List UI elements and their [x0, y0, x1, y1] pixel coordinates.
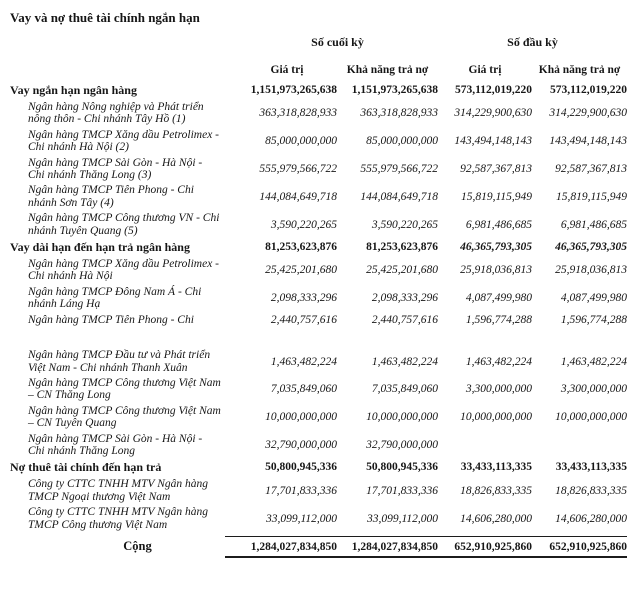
cell-value: 4,087,499,980 [560, 292, 627, 305]
cell-value: 2,440,757,616 [270, 313, 337, 326]
cell-value: 363,318,828,933 [360, 107, 438, 120]
cell-value: 6,981,486,685 [465, 218, 532, 231]
cell-value: 25,425,201,680 [265, 264, 337, 277]
cell-value: 573,112,019,220 [550, 84, 627, 96]
column-header-value-begin: Giá trị [468, 64, 502, 76]
cell-value: 1,284,027,834,850 [351, 540, 438, 553]
cell-value: 25,918,036,813 [460, 264, 532, 277]
row-label: Ngân hàng TMCP Xăng dầu Petrolimex - Chi nhánh Hà Nội (2) [28, 128, 220, 154]
column-header-repay-begin: Khả năng trả nợ [538, 64, 621, 76]
cell-value: 3,300,000,000 [465, 383, 532, 396]
cell-value: 144,084,649,718 [259, 190, 337, 203]
table-row [0, 157, 640, 182]
cell-value: 18,826,833,335 [555, 484, 627, 497]
cell-value: 50,800,945,336 [265, 461, 337, 474]
cell-value: 7,035,849,060 [371, 383, 438, 396]
cell-value: 555,979,566,722 [259, 163, 337, 176]
cell-value: 2,098,333,296 [371, 292, 438, 305]
cell-value: 314,229,900,630 [454, 107, 532, 120]
cell-value: 652,910,925,860 [549, 540, 627, 553]
row-label: Cộng [123, 539, 152, 554]
row-label: Công ty CTTC TNHH MTV Ngân hàng TMCP Công thương Việt Nam [28, 506, 208, 531]
cell-value: 2,440,757,616 [371, 313, 438, 326]
cell-value: 92,587,367,813 [460, 163, 532, 176]
cell-value: 1,596,774,288 [465, 313, 532, 326]
cell-value: 10,000,000,000 [555, 411, 627, 424]
cell-value: 1,284,027,834,850 [250, 540, 337, 553]
cell-value: 1,151,973,265,638 [250, 84, 337, 96]
period-begin-header: Số đầu kỳ [507, 35, 558, 49]
row-label: Ngân hàng TMCP Xăng dầu Petrolimex - Chi nhánh Hà Nội [28, 258, 220, 283]
column-header-value-end: Giá trị [270, 64, 304, 76]
row-label: Ngân hàng TMCP Sài Gòn - Hà Nội - Chi nhánh Thăng Long [28, 432, 203, 457]
cell-value: 10,000,000,000 [460, 411, 532, 424]
cell-value: 14,606,280,000 [460, 512, 532, 525]
cell-value: 6,981,486,685 [560, 218, 627, 231]
cell-value: 1,463,482,224 [270, 355, 337, 368]
cell-value: 85,000,000,000 [265, 135, 337, 148]
table-row [0, 240, 640, 254]
table-row [0, 536, 640, 558]
table-row [0, 460, 640, 474]
cell-value: 46,365,793,305 [460, 241, 532, 254]
table-row [0, 433, 640, 458]
cell-value: 1,463,482,224 [560, 355, 627, 368]
cell-value: 314,229,900,630 [549, 107, 627, 120]
cell-value: 143,494,148,143 [549, 135, 627, 148]
cell-value: 363,318,828,933 [259, 107, 337, 120]
cell-value: 32,790,000,000 [366, 438, 438, 451]
cell-value: 15,819,115,949 [555, 190, 627, 203]
column-header-repay-end: Khả năng trả nợ [346, 64, 429, 76]
row-label: Ngân hàng TMCP Công thương Việt Nam – CN Thăng Long [28, 376, 221, 402]
period-end-header: Số cuối kỳ [311, 35, 364, 49]
cell-value: 144,084,649,718 [360, 190, 438, 203]
row-label: Vay dài hạn đến hạn trả ngân hàng [10, 240, 190, 255]
cell-value: 143,494,148,143 [454, 135, 532, 148]
row-label: Ngân hàng Nông nghiệp và Phát triển nông thôn - Chi nhánh Tây Hồ (1) [28, 101, 204, 126]
cell-value: 81,253,623,876 [366, 241, 438, 254]
cell-value: 32,790,000,000 [265, 438, 337, 451]
cell-value: 81,253,623,876 [265, 241, 337, 254]
cell-value: 652,910,925,860 [454, 540, 532, 553]
cell-value: 1,463,482,224 [465, 355, 532, 368]
cell-value: 1,596,774,288 [560, 313, 627, 326]
row-label: Công ty CTTC TNHH MTV Ngân hàng TMCP Ngoại thương Việt Nam [28, 478, 208, 503]
cell-value: 10,000,000,000 [265, 411, 337, 424]
table-row [0, 184, 640, 209]
cell-value: 14,606,280,000 [555, 512, 627, 525]
cell-value: 50,800,945,336 [366, 461, 438, 474]
cell-value: 33,099,112,000 [265, 512, 337, 525]
cell-value: 4,087,499,980 [465, 292, 532, 305]
table-row [0, 212, 640, 237]
total-rule-box [225, 536, 627, 558]
cell-value: 33,099,112,000 [366, 512, 438, 525]
table-row [0, 405, 640, 430]
row-label: Ngân hàng TMCP Công thương Việt Nam – CN Tuyên Quang [28, 404, 221, 430]
cell-value: 46,365,793,305 [555, 241, 627, 254]
cell-value: 92,587,367,813 [555, 163, 627, 176]
column-header-row [237, 64, 640, 76]
row-label: Nợ thuê tài chính đến hạn trả [10, 460, 162, 475]
cell-value: 33,433,113,335 [555, 461, 627, 474]
row-label: Ngân hàng TMCP Tiên Phong - Chi nhánh Sơn Tây (4) [28, 184, 194, 209]
cell-value: 17,701,833,336 [366, 484, 438, 497]
cell-value: 1,151,973,265,638 [351, 84, 438, 96]
cell-value: 18,826,833,335 [460, 484, 532, 497]
row-label: Ngân hàng TMCP Đông Nam Á - Chi nhánh Láng Hạ [28, 285, 202, 311]
cell-value: 2,098,333,296 [270, 292, 337, 305]
cell-value: 555,979,566,722 [360, 163, 438, 176]
row-label: Vay ngắn hạn ngân hàng [10, 83, 137, 97]
row-label: Ngân hàng TMCP Sài Gòn - Hà Nội - Chi nhánh Thăng Long (3) [28, 156, 203, 182]
cell-value: 3,590,220,265 [371, 218, 438, 231]
cell-value: 85,000,000,000 [366, 135, 438, 148]
cell-value: 1,463,482,224 [371, 355, 438, 368]
cell-value: 17,701,833,336 [265, 484, 337, 497]
table-row [0, 129, 640, 154]
table-row [0, 506, 640, 531]
cell-value: 573,112,019,220 [455, 84, 532, 96]
cell-value: 25,425,201,680 [366, 264, 438, 277]
row-label: Ngân hàng TMCP Tiên Phong - Chi [28, 313, 194, 326]
cell-value: 25,918,036,813 [555, 264, 627, 277]
cell-value: 3,300,000,000 [560, 383, 627, 396]
cell-value: 7,035,849,060 [270, 383, 337, 396]
table-row [0, 314, 640, 326]
table-row [0, 349, 640, 374]
table-body [0, 83, 640, 558]
page-title: Vay và nợ thuê tài chính ngắn hạn [10, 10, 200, 25]
row-label: Ngân hàng TMCP Công thương VN - Chi nhánh Tuyên Quang (5) [28, 212, 220, 237]
table-row [0, 377, 640, 402]
cell-value: 15,819,115,949 [460, 190, 532, 203]
cell-value: 10,000,000,000 [366, 411, 438, 424]
table-row [0, 478, 640, 503]
table-row [0, 83, 640, 97]
period-group-header [237, 35, 640, 50]
row-label: Ngân hàng TMCP Đầu tư và Phát triển Việt Nam - Chi nhánh Thanh Xuân [28, 349, 211, 374]
table-row [0, 329, 640, 349]
table-row [0, 258, 640, 283]
table-row [0, 286, 640, 311]
cell-value: 3,590,220,265 [270, 218, 337, 231]
table-row [0, 101, 640, 126]
cell-value: 33,433,113,335 [460, 461, 532, 474]
